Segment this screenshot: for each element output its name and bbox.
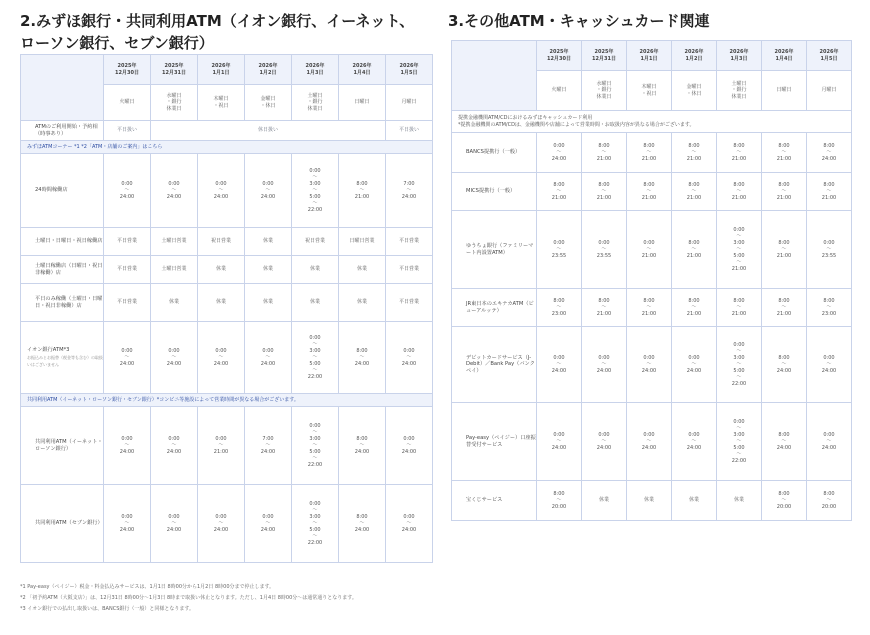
day-header: 土曜日 ・銀行 休業日 — [717, 71, 762, 111]
hours-cell: 休業 — [292, 284, 339, 322]
hours-cell: 0:00 〜 24:00 — [386, 485, 433, 563]
hours-cell: 0:00 〜 24:00 — [537, 133, 582, 173]
date-header: 2026年 1月4日 — [339, 55, 386, 85]
status-cell: 休日扱い — [151, 121, 386, 141]
hours-cell: 8:00 〜 23:00 — [537, 289, 582, 327]
date-header: 2026年 1月2日 — [245, 55, 292, 85]
date-header: 2026年 1月5日 — [386, 55, 433, 85]
row-label: 土曜日・日曜日・祝日稼働店 — [21, 228, 104, 256]
table-row — [21, 154, 433, 228]
hours-cell: 0:00 〜 3:00 〜 5:00 〜 22:00 — [717, 403, 762, 481]
table-row — [452, 481, 852, 521]
date-header: 2026年 1月5日 — [807, 41, 852, 71]
table-row — [21, 407, 433, 485]
hours-cell: 0:00 〜 24:00 — [582, 327, 627, 403]
table-row — [21, 485, 433, 563]
hours-cell: 0:00 〜 24:00 — [151, 485, 198, 563]
row-label: 共同利用ATM（イーネット・ローソン銀行） — [21, 407, 104, 485]
hours-cell: 0:00 〜 24:00 — [245, 154, 292, 228]
hours-cell: 0:00 〜 24:00 — [537, 403, 582, 481]
hours-cell: 休業 — [717, 481, 762, 521]
row-label: 平日のみ稼働（土曜日・日曜日・祝日非稼働）店 — [21, 284, 104, 322]
hours-cell: 8:00 〜 20:00 — [762, 481, 807, 521]
hours-cell: 0:00 〜 21:00 — [627, 211, 672, 289]
other-atm-schedule-table — [451, 40, 852, 521]
date-header: 2025年 12月30日 — [104, 55, 151, 85]
hours-cell: 0:00 〜 23:55 — [582, 211, 627, 289]
hours-cell: 0:00 〜 21:00 — [198, 407, 245, 485]
row-label: 宝くじサービス — [452, 481, 537, 521]
hours-cell: 平日営業 — [386, 256, 433, 284]
status-cell: 平日扱い — [104, 121, 151, 141]
hours-cell: 0:00 〜 24:00 — [807, 327, 852, 403]
hours-cell: 8:00 〜 24:00 — [339, 485, 386, 563]
hours-cell: 8:00 〜 21:00 — [582, 289, 627, 327]
hours-cell: 8:00 〜 21:00 — [672, 211, 717, 289]
hours-cell: 8:00 〜 24:00 — [762, 327, 807, 403]
hours-cell: 8:00 〜 21:00 — [582, 133, 627, 173]
footnotes — [20, 584, 432, 617]
hours-cell: 0:00 〜 24:00 — [245, 485, 292, 563]
hours-cell: 8:00 〜 21:00 — [807, 173, 852, 211]
hours-cell: 0:00 〜 24:00 — [386, 407, 433, 485]
row-label: 土曜日稼働店（日曜日・祝日非稼働）店 — [21, 256, 104, 284]
hours-cell: 休業 — [292, 256, 339, 284]
row-label: Pay-easy（ペイジー）口座振替受付サービス — [452, 403, 537, 481]
hours-cell: 日曜日営業 — [339, 228, 386, 256]
hours-cell: 8:00 〜 21:00 — [627, 289, 672, 327]
hours-cell: 0:00 〜 24:00 — [672, 327, 717, 403]
note-row — [452, 111, 852, 133]
hours-cell: 0:00 〜 23:55 — [537, 211, 582, 289]
hours-cell: 0:00 〜 24:00 — [151, 407, 198, 485]
day-header: 金曜日 ・休日 — [672, 71, 717, 111]
mizuho-atm-schedule-table — [20, 54, 433, 563]
table-row — [452, 133, 852, 173]
day-header: 水曜日 ・銀行 休業日 — [582, 71, 627, 111]
date-header: 2026年 1月1日 — [627, 41, 672, 71]
row-label: ゆうちょ銀行（ファミリーマート内設置ATM） — [452, 211, 537, 289]
hours-cell: 8:00 〜 20:00 — [537, 481, 582, 521]
hours-cell: 0:00 〜 24:00 — [198, 154, 245, 228]
hours-cell: 休業 — [672, 481, 717, 521]
table-row — [21, 228, 433, 256]
row-label: MICS提携行（一般） — [452, 173, 537, 211]
hours-cell: 8:00 〜 23:00 — [807, 289, 852, 327]
date-header: 2025年 12月30日 — [537, 41, 582, 71]
day-header: 月曜日 — [386, 85, 433, 121]
hours-cell: 休業 — [198, 284, 245, 322]
row-label: JR東日本のエキナカATM（ビューアルッテ） — [452, 289, 537, 327]
table-row — [452, 403, 852, 481]
mizuho-atm-link[interactable]: みずほATMコーナー *1 *2「ATM・店舗のご案内」はこちら — [21, 141, 433, 154]
hours-cell: 祝日営業 — [292, 228, 339, 256]
status-cell: 平日扱い — [386, 121, 433, 141]
day-header: 土曜日 ・銀行 休業日 — [292, 85, 339, 121]
hours-cell: 0:00 〜 24:00 — [245, 322, 292, 394]
hours-cell: 平日営業 — [104, 284, 151, 322]
day-header: 日曜日 — [762, 71, 807, 111]
date-header: 2026年 1月3日 — [292, 55, 339, 85]
hours-cell: 8:00 〜 21:00 — [672, 173, 717, 211]
hours-cell: 0:00 〜 24:00 — [537, 327, 582, 403]
hours-cell: 8:00 〜 21:00 — [762, 211, 807, 289]
shared-band-row — [21, 394, 433, 407]
hours-cell: 休業 — [245, 256, 292, 284]
hours-cell: 0:00 〜 24:00 — [198, 322, 245, 394]
day-header: 火曜日 — [537, 71, 582, 111]
table-row — [452, 289, 852, 327]
hours-cell: 休業 — [339, 284, 386, 322]
footnote: *1 Pay-easy（ペイジー）税金・料金払込みサービスは、1月1日 8時00分から1月2日 8時00分まで停止します。 — [20, 584, 275, 590]
header-date-row — [452, 41, 852, 71]
section-heading-mizuho: 2.みずほ銀行・共同利用ATM（イオン銀行、イーネット、ローソン銀行、セブン銀行） — [20, 12, 415, 52]
hours-cell: 祝日営業 — [198, 228, 245, 256]
hours-cell: 0:00 〜 24:00 — [104, 407, 151, 485]
day-header: 火曜日 — [104, 85, 151, 121]
hours-cell: 8:00 〜 21:00 — [627, 133, 672, 173]
table-row — [452, 327, 852, 403]
hours-cell: 0:00 〜 3:00 〜 5:00 〜 22:00 — [292, 407, 339, 485]
mizuho-band-row — [21, 141, 433, 154]
hours-cell: 8:00 〜 21:00 — [762, 289, 807, 327]
date-header: 2026年 1月3日 — [717, 41, 762, 71]
hours-cell: 0:00 〜 3:00 〜 5:00 〜 21:00 — [717, 211, 762, 289]
row-label: ATMのご利用開始・予約相（時事あり） — [21, 121, 104, 141]
hours-cell: 0:00 〜 3:00 〜 5:00 〜 22:00 — [292, 485, 339, 563]
hours-cell: 0:00 〜 24:00 — [627, 327, 672, 403]
hours-cell: 休業 — [198, 256, 245, 284]
hours-cell: 0:00 〜 24:00 — [386, 322, 433, 394]
hours-cell: 8:00 〜 21:00 — [339, 154, 386, 228]
hours-cell: 0:00 〜 24:00 — [807, 403, 852, 481]
header-date-row — [21, 55, 433, 85]
date-header: 2026年 1月1日 — [198, 55, 245, 85]
hours-cell: 8:00 〜 21:00 — [672, 289, 717, 327]
hours-cell: 0:00 〜 24:00 — [582, 403, 627, 481]
footnote: *2 「初予約ATM（大阪支店）」は、12月31日 8時00分〜1月3日 8時まで取扱い休止となります。ただし、1月4日 8時00分〜は通常通りとなります。 — [20, 595, 357, 601]
hours-cell: 0:00 〜 24:00 — [198, 485, 245, 563]
hours-cell: 平日営業 — [386, 228, 433, 256]
hours-cell: 8:00 〜 21:00 — [537, 173, 582, 211]
partner-atm-note: 提携金融機関ATM/CDにおけるみずほキャッシュカード利用 *提携金融機関のATM/CDは、金融機関や店舗によって営業時間・お取扱内容が異なる場合がございます。 — [452, 111, 852, 133]
day-header: 木曜日 ・祝日 — [627, 71, 672, 111]
hours-cell: 土曜日営業 — [151, 228, 198, 256]
hours-cell: 0:00 〜 23:55 — [807, 211, 852, 289]
hours-cell: 平日営業 — [386, 284, 433, 322]
date-header: 2025年 12月31日 — [151, 55, 198, 85]
consult-row — [21, 121, 433, 141]
hours-cell: 0:00 〜 3:00 〜 5:00 〜 22:00 — [292, 322, 339, 394]
table-row — [21, 284, 433, 322]
row-label: 共同利用ATM（セブン銀行） — [21, 485, 104, 563]
day-header: 木曜日 ・祝日 — [198, 85, 245, 121]
hours-cell: 0:00 〜 24:00 — [104, 154, 151, 228]
row-label — [21, 322, 104, 394]
hours-cell: 8:00 〜 24:00 — [339, 407, 386, 485]
hours-cell: 8:00 〜 24:00 — [339, 322, 386, 394]
hours-cell: 0:00 〜 24:00 — [104, 485, 151, 563]
hours-cell: 平日営業 — [104, 228, 151, 256]
section-heading-other: 3.その他ATM・キャッシュカード関連 — [448, 12, 710, 30]
hours-cell: 8:00 〜 20:00 — [807, 481, 852, 521]
hours-cell: 0:00 〜 24:00 — [104, 322, 151, 394]
hours-cell: 0:00 〜 3:00 〜 5:00 〜 22:00 — [717, 327, 762, 403]
hours-cell: 8:00 〜 24:00 — [807, 133, 852, 173]
hours-cell: 8:00 〜 21:00 — [717, 133, 762, 173]
header-corner-cell — [21, 55, 104, 121]
shared-atm-band: 共同利用ATM（イーネット・ローソン銀行・セブン銀行）*コンビニ等施設によって営業時間が異なる場合がございます。 — [21, 394, 433, 407]
hours-cell: 8:00 〜 21:00 — [717, 173, 762, 211]
hours-cell: 8:00 〜 21:00 — [627, 173, 672, 211]
hours-cell: 休業 — [627, 481, 672, 521]
day-header: 水曜日 ・銀行 休業日 — [151, 85, 198, 121]
hours-cell: 休業 — [245, 284, 292, 322]
aeon-label: イオン銀行ATM*3 — [27, 346, 70, 353]
hours-cell: 8:00 〜 21:00 — [762, 133, 807, 173]
aeon-row — [21, 322, 433, 394]
footnote: *3 イオン銀行での払出し取扱いは、BANCS銀行（一般）と同様となります。 — [20, 606, 194, 612]
hours-cell: 休業 — [151, 284, 198, 322]
hours-cell: 8:00 〜 21:00 — [672, 133, 717, 173]
hours-cell: 7:00 〜 24:00 — [245, 407, 292, 485]
row-label: デビットカードサービス（J-Debit）／Bank Pay（バンクペイ） — [452, 327, 537, 403]
hours-cell: 土曜日営業 — [151, 256, 198, 284]
row-label: BANCS提携行（一般） — [452, 133, 537, 173]
hours-cell: 8:00 〜 24:00 — [762, 403, 807, 481]
hours-cell: 8:00 〜 21:00 — [582, 173, 627, 211]
table-row — [452, 211, 852, 289]
table-row — [452, 173, 852, 211]
hours-cell: 0:00 〜 3:00 〜 5:00 〜 22:00 — [292, 154, 339, 228]
date-header: 2026年 1月2日 — [672, 41, 717, 71]
date-header: 2025年 12月31日 — [582, 41, 627, 71]
row-label: 24時間稼働店 — [21, 154, 104, 228]
hours-cell: 0:00 〜 24:00 — [672, 403, 717, 481]
hours-cell: 休業 — [339, 256, 386, 284]
hours-cell: 平日営業 — [104, 256, 151, 284]
day-header: 日曜日 — [339, 85, 386, 121]
header-corner-cell — [452, 41, 537, 111]
hours-cell: 休業 — [245, 228, 292, 256]
hours-cell: 0:00 〜 24:00 — [627, 403, 672, 481]
hours-cell: 休業 — [582, 481, 627, 521]
hours-cell: 8:00 〜 21:00 — [717, 289, 762, 327]
date-header: 2026年 1月4日 — [762, 41, 807, 71]
hours-cell: 7:00 〜 24:00 — [386, 154, 433, 228]
table-row — [21, 256, 433, 284]
day-header: 月曜日 — [807, 71, 852, 111]
hours-cell: 0:00 〜 24:00 — [151, 322, 198, 394]
aeon-note: お振込みとお振替（税金等も含む）の取扱いはございません — [27, 355, 103, 367]
hours-cell: 8:00 〜 21:00 — [762, 173, 807, 211]
day-header: 金曜日 ・休日 — [245, 85, 292, 121]
hours-cell: 0:00 〜 24:00 — [151, 154, 198, 228]
